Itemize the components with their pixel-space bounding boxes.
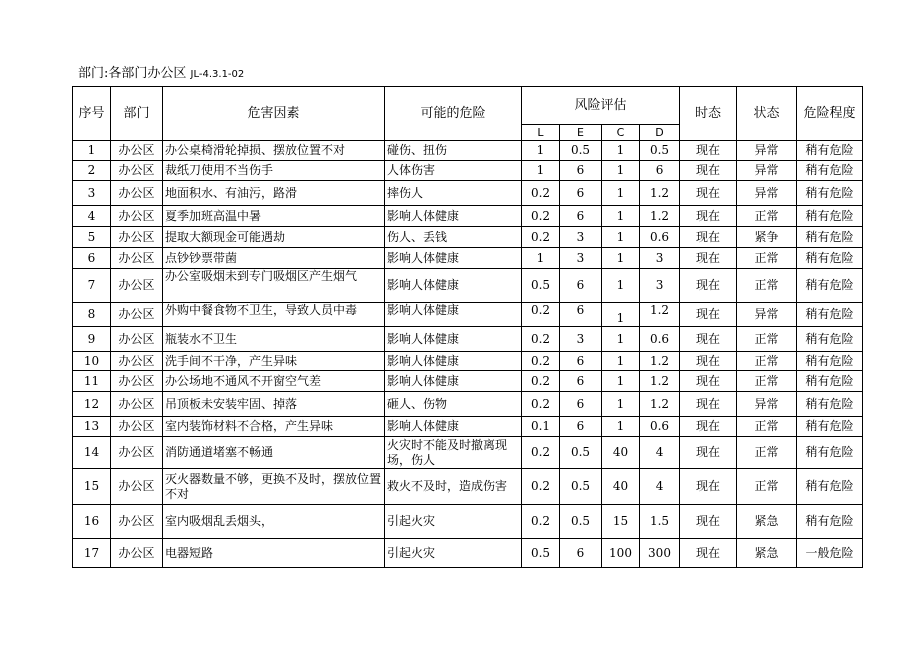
- header-d: D: [640, 125, 680, 141]
- header-risk-assessment: 风险评估: [522, 87, 680, 125]
- cell-hazard: 瓶装水不卫生: [163, 327, 385, 352]
- table-body: [73, 141, 863, 568]
- cell-l: 1: [522, 248, 560, 269]
- cell-dept: 办公区: [111, 303, 163, 327]
- cell-level: 稍有危险: [797, 181, 863, 206]
- cell-d: 0.6: [640, 227, 680, 248]
- table-row: [73, 352, 863, 371]
- cell-state: 异常: [737, 161, 797, 181]
- cell-danger: 影响人体健康: [385, 327, 522, 352]
- cell-level: 稍有危险: [797, 269, 863, 303]
- cell-c: 1: [602, 181, 640, 206]
- cell-e: 3: [560, 248, 602, 269]
- cell-c: 1: [602, 392, 640, 417]
- cell-hazard: 洗手间不干净，产生异味: [163, 352, 385, 371]
- cell-dept: 办公区: [111, 206, 163, 227]
- table-row: [73, 303, 863, 327]
- cell-state: 异常: [737, 141, 797, 161]
- cell-e: 0.5: [560, 469, 602, 505]
- cell-d: 4: [640, 437, 680, 469]
- cell-e: 6: [560, 392, 602, 417]
- cell-e: 6: [560, 371, 602, 392]
- cell-state: 正常: [737, 469, 797, 505]
- cell-c: 1: [602, 269, 640, 303]
- table-row: [73, 392, 863, 417]
- cell-d: 1.2: [640, 392, 680, 417]
- cell-danger: 救火不及时，造成伤害: [385, 469, 522, 505]
- cell-d: 3: [640, 248, 680, 269]
- cell-dept: 办公区: [111, 269, 163, 303]
- cell-hazard: 消防通道堵塞不畅通: [163, 437, 385, 469]
- cell-dept: 办公区: [111, 417, 163, 437]
- table-caption: [78, 66, 244, 83]
- cell-dept: 办公区: [111, 327, 163, 352]
- header-dept: 部门: [111, 87, 163, 141]
- cell-tense: 现在: [680, 269, 737, 303]
- cell-hazard: 点钞钞票带菌: [163, 248, 385, 269]
- header-seq: 序号: [73, 87, 111, 141]
- cell-seq: 10: [73, 352, 111, 371]
- cell-level: 一般危险: [797, 539, 863, 568]
- cell-tense: 现在: [680, 539, 737, 568]
- cell-hazard: 室内装饰材料不合格，产生异味: [163, 417, 385, 437]
- cell-level: 稍有危险: [797, 371, 863, 392]
- table-row: [73, 371, 863, 392]
- cell-c: 1: [602, 371, 640, 392]
- cell-l: 0.2: [522, 327, 560, 352]
- cell-seq: 13: [73, 417, 111, 437]
- cell-state: 正常: [737, 269, 797, 303]
- table-row: [73, 227, 863, 248]
- cell-danger: 影响人体健康: [385, 371, 522, 392]
- cell-c: 1: [602, 352, 640, 371]
- caption-form-code: JL-4.3.1-02: [190, 69, 245, 80]
- cell-dept: 办公区: [111, 352, 163, 371]
- cell-l: 0.2: [522, 469, 560, 505]
- cell-dept: 办公区: [111, 181, 163, 206]
- cell-seq: 9: [73, 327, 111, 352]
- cell-c: 1: [602, 327, 640, 352]
- cell-l: 1: [522, 141, 560, 161]
- header-e: E: [560, 125, 602, 141]
- cell-seq: 6: [73, 248, 111, 269]
- cell-state: 正常: [737, 352, 797, 371]
- cell-d: 3: [640, 269, 680, 303]
- cell-hazard: 夏季加班高温中暑: [163, 206, 385, 227]
- cell-seq: 14: [73, 437, 111, 469]
- cell-level: 稍有危险: [797, 437, 863, 469]
- risk-assessment-table: [72, 86, 863, 568]
- cell-e: 6: [560, 161, 602, 181]
- cell-danger: 引起火灾: [385, 505, 522, 539]
- cell-dept: 办公区: [111, 539, 163, 568]
- cell-hazard: 提取大额现金可能遇劫: [163, 227, 385, 248]
- cell-level: 稍有危险: [797, 352, 863, 371]
- cell-seq: 3: [73, 181, 111, 206]
- cell-c: 40: [602, 469, 640, 505]
- cell-seq: 2: [73, 161, 111, 181]
- cell-seq: 7: [73, 269, 111, 303]
- cell-hazard: 吊顶板未安装牢固、掉落: [163, 392, 385, 417]
- cell-c: 100: [602, 539, 640, 568]
- cell-d: 0.6: [640, 327, 680, 352]
- cell-danger: 影响人体健康: [385, 303, 522, 327]
- table-row: [73, 327, 863, 352]
- cell-dept: 办公区: [111, 392, 163, 417]
- cell-c: 1: [602, 248, 640, 269]
- header-state: 状态: [737, 87, 797, 141]
- caption-department: 部门:各部门办公区: [78, 66, 187, 81]
- cell-c: 15: [602, 505, 640, 539]
- cell-tense: 现在: [680, 206, 737, 227]
- cell-tense: 现在: [680, 161, 737, 181]
- table-row: [73, 269, 863, 303]
- table-row: [73, 181, 863, 206]
- cell-seq: 11: [73, 371, 111, 392]
- cell-tense: 现在: [680, 352, 737, 371]
- cell-level: 稍有危险: [797, 248, 863, 269]
- cell-level: 稍有危险: [797, 469, 863, 505]
- cell-danger: 砸人、伤物: [385, 392, 522, 417]
- cell-tense: 现在: [680, 505, 737, 539]
- cell-l: 0.2: [522, 392, 560, 417]
- cell-d: 1.2: [640, 303, 680, 327]
- cell-danger: 影响人体健康: [385, 269, 522, 303]
- cell-state: 紧急: [737, 539, 797, 568]
- cell-hazard: 室内吸烟乱丢烟头，: [163, 505, 385, 539]
- cell-l: 0.2: [522, 371, 560, 392]
- cell-c: 1: [602, 227, 640, 248]
- cell-danger: 摔伤人: [385, 181, 522, 206]
- header-level: 危险程度: [797, 87, 863, 141]
- cell-dept: 办公区: [111, 469, 163, 505]
- cell-seq: 1: [73, 141, 111, 161]
- cell-tense: 现在: [680, 469, 737, 505]
- cell-l: 0.5: [522, 269, 560, 303]
- cell-e: 3: [560, 227, 602, 248]
- cell-d: 1.5: [640, 505, 680, 539]
- cell-c: 1: [602, 161, 640, 181]
- cell-dept: 办公区: [111, 227, 163, 248]
- cell-hazard: 办公室吸烟未到专门吸烟区产生烟气: [163, 269, 385, 303]
- cell-e: 6: [560, 352, 602, 371]
- cell-level: 稍有危险: [797, 141, 863, 161]
- cell-danger: 引起火灾: [385, 539, 522, 568]
- cell-level: 稍有危险: [797, 417, 863, 437]
- cell-state: 正常: [737, 417, 797, 437]
- cell-danger: 影响人体健康: [385, 352, 522, 371]
- cell-hazard: 地面积水、有油污，路滑: [163, 181, 385, 206]
- cell-l: 0.5: [522, 539, 560, 568]
- cell-seq: 8: [73, 303, 111, 327]
- cell-seq: 5: [73, 227, 111, 248]
- cell-e: 0.5: [560, 141, 602, 161]
- cell-state: 紧争: [737, 227, 797, 248]
- table-row: [73, 539, 863, 568]
- cell-tense: 现在: [680, 248, 737, 269]
- cell-tense: 现在: [680, 371, 737, 392]
- cell-danger: 火灾时不能及时撤离现场，伤人: [385, 437, 522, 469]
- cell-c: 1: [602, 141, 640, 161]
- cell-state: 正常: [737, 437, 797, 469]
- cell-level: 稍有危险: [797, 303, 863, 327]
- cell-level: 稍有危险: [797, 206, 863, 227]
- cell-level: 稍有危险: [797, 161, 863, 181]
- cell-l: 0.2: [522, 352, 560, 371]
- table-row: [73, 161, 863, 181]
- cell-hazard: 灭火器数量不够，更换不及时，摆放位置不对: [163, 469, 385, 505]
- cell-tense: 现在: [680, 181, 737, 206]
- cell-tense: 现在: [680, 227, 737, 248]
- cell-danger: 碰伤、扭伤: [385, 141, 522, 161]
- cell-d: 1.2: [640, 206, 680, 227]
- cell-tense: 现在: [680, 417, 737, 437]
- cell-l: 0.2: [522, 303, 560, 327]
- cell-l: 0.1: [522, 417, 560, 437]
- table-row: [73, 437, 863, 469]
- cell-level: 稍有危险: [797, 227, 863, 248]
- cell-l: 0.2: [522, 227, 560, 248]
- cell-d: 6: [640, 161, 680, 181]
- cell-danger: 影响人体健康: [385, 206, 522, 227]
- header-l: L: [522, 125, 560, 141]
- cell-e: 6: [560, 539, 602, 568]
- cell-level: 稍有危险: [797, 392, 863, 417]
- table-row: [73, 505, 863, 539]
- cell-hazard: 外购中餐食物不卫生，导致人员中毒: [163, 303, 385, 327]
- cell-seq: 4: [73, 206, 111, 227]
- cell-l: 0.2: [522, 437, 560, 469]
- cell-e: 6: [560, 269, 602, 303]
- cell-danger: 伤人、丢钱: [385, 227, 522, 248]
- cell-seq: 15: [73, 469, 111, 505]
- cell-l: 0.2: [522, 206, 560, 227]
- cell-tense: 现在: [680, 392, 737, 417]
- cell-dept: 办公区: [111, 505, 163, 539]
- cell-seq: 17: [73, 539, 111, 568]
- table-row: [73, 141, 863, 161]
- cell-state: 异常: [737, 181, 797, 206]
- cell-tense: 现在: [680, 303, 737, 327]
- cell-d: 300: [640, 539, 680, 568]
- cell-d: 1.2: [640, 352, 680, 371]
- cell-d: 0.5: [640, 141, 680, 161]
- cell-l: 0.2: [522, 505, 560, 539]
- cell-d: 0.6: [640, 417, 680, 437]
- cell-hazard: 裁纸刀使用不当伤手: [163, 161, 385, 181]
- cell-hazard: 办公场地不通风不开窗空气差: [163, 371, 385, 392]
- cell-tense: 现在: [680, 437, 737, 469]
- cell-d: 4: [640, 469, 680, 505]
- cell-dept: 办公区: [111, 371, 163, 392]
- cell-danger: 人体伤害: [385, 161, 522, 181]
- cell-state: 紧急: [737, 505, 797, 539]
- cell-e: 0.5: [560, 437, 602, 469]
- cell-danger: 影响人体健康: [385, 417, 522, 437]
- cell-seq: 12: [73, 392, 111, 417]
- cell-e: 0.5: [560, 505, 602, 539]
- cell-d: 1.2: [640, 181, 680, 206]
- cell-dept: 办公区: [111, 141, 163, 161]
- cell-dept: 办公区: [111, 161, 163, 181]
- cell-c: 40: [602, 437, 640, 469]
- cell-level: 稍有危险: [797, 505, 863, 539]
- cell-level: 稍有危险: [797, 327, 863, 352]
- table-row: [73, 469, 863, 505]
- cell-state: 正常: [737, 206, 797, 227]
- cell-state: 正常: [737, 248, 797, 269]
- cell-dept: 办公区: [111, 248, 163, 269]
- cell-e: 3: [560, 327, 602, 352]
- cell-e: 6: [560, 417, 602, 437]
- cell-state: 正常: [737, 371, 797, 392]
- cell-state: 正常: [737, 327, 797, 352]
- header-c: C: [602, 125, 640, 141]
- cell-hazard: 电器短路: [163, 539, 385, 568]
- header-tense: 时态: [680, 87, 737, 141]
- cell-c: 1: [602, 303, 640, 327]
- cell-d: 1.2: [640, 371, 680, 392]
- cell-e: 6: [560, 303, 602, 327]
- cell-c: 1: [602, 206, 640, 227]
- cell-tense: 现在: [680, 327, 737, 352]
- header-hazard: 危害因素: [163, 87, 385, 141]
- cell-l: 1: [522, 161, 560, 181]
- cell-danger: 影响人体健康: [385, 248, 522, 269]
- table-row: [73, 417, 863, 437]
- cell-tense: 现在: [680, 141, 737, 161]
- cell-e: 6: [560, 181, 602, 206]
- cell-dept: 办公区: [111, 437, 163, 469]
- cell-state: 异常: [737, 303, 797, 327]
- cell-e: 6: [560, 206, 602, 227]
- table-row: [73, 248, 863, 269]
- cell-l: 0.2: [522, 181, 560, 206]
- table-row: [73, 206, 863, 227]
- cell-hazard: 办公桌椅滑轮掉损、摆放位置不对: [163, 141, 385, 161]
- header-row: [73, 87, 863, 125]
- cell-state: 异常: [737, 392, 797, 417]
- cell-c: 1: [602, 417, 640, 437]
- header-danger: 可能的危险: [385, 87, 522, 141]
- cell-seq: 16: [73, 505, 111, 539]
